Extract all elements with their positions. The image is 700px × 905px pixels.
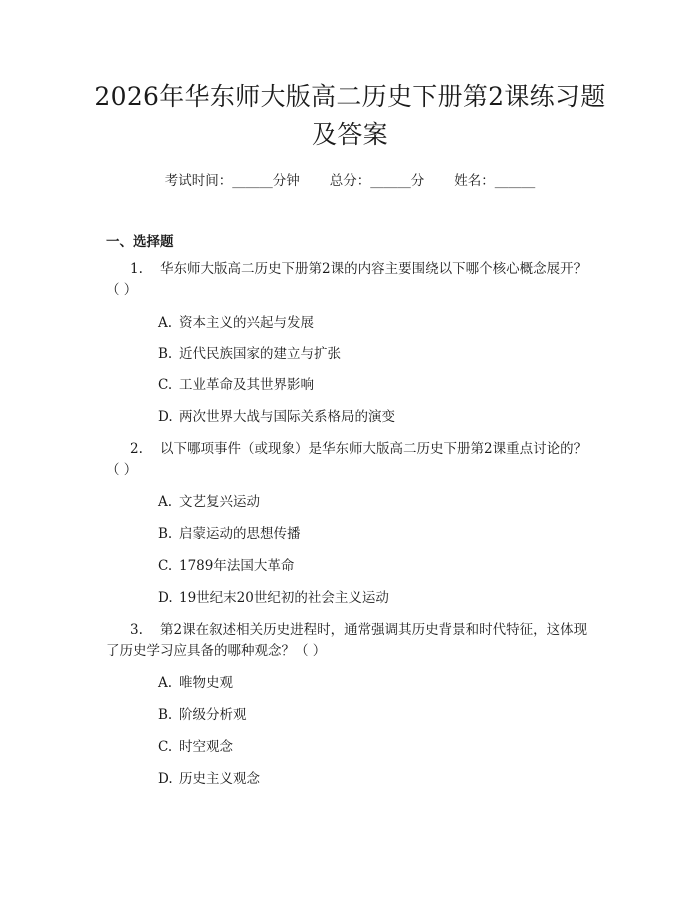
option-label: B.	[158, 526, 173, 542]
question-2-option-a	[158, 492, 260, 512]
option-text: 近代民族国家的建立与扩张	[179, 346, 341, 362]
option-text: 19世纪末20世纪初的社会主义运动	[179, 590, 389, 606]
option-label: C.	[158, 739, 173, 755]
exam-info	[0, 169, 700, 189]
option-text: 启蒙运动的思想传播	[179, 526, 301, 542]
time-label: 考试时间：	[164, 173, 233, 189]
question-number: 1.	[130, 261, 143, 277]
option-text: 文艺复兴运动	[179, 494, 260, 510]
option-label: C.	[158, 558, 173, 574]
question-number: 2.	[130, 441, 143, 457]
question-number: 3.	[130, 622, 143, 638]
score-blank: ______	[370, 173, 411, 189]
question-text: 第2课在叙述相关历史进程时，通常强调其历史背景和时代特征，这体现了历史学习应具备的哪种观念？（ ）	[106, 622, 588, 659]
question-2-option-d	[158, 588, 389, 608]
time-unit: 分钟	[272, 173, 300, 189]
option-text: 工业革命及其世界影响	[179, 377, 314, 393]
question-3-option-a	[158, 673, 233, 693]
option-text: 历史主义观念	[179, 771, 260, 787]
question-1-option-d	[158, 407, 395, 427]
option-label: B.	[158, 707, 173, 723]
option-text: 唯物史观	[179, 675, 233, 691]
option-text: 资本主义的兴起与发展	[179, 315, 314, 331]
option-label: C.	[158, 377, 173, 393]
option-text: 两次世界大战与国际关系格局的演变	[179, 409, 395, 425]
section-heading: 一、选择题	[106, 234, 174, 250]
question-1	[106, 259, 594, 301]
question-2-option-c	[158, 556, 294, 576]
question-3-option-b	[158, 705, 247, 725]
option-text: 时空观念	[179, 739, 233, 755]
name-blank: ______	[494, 173, 536, 189]
question-2	[106, 439, 594, 481]
question-1-option-c	[158, 375, 314, 395]
option-label: D.	[158, 590, 173, 606]
question-2-option-b	[158, 524, 301, 544]
question-text: 华东师大版高二历史下册第2课的内容主要围绕以下哪个核心概念展开？（ ）	[106, 261, 588, 298]
name-label: 姓名：	[454, 173, 495, 189]
option-label: A.	[158, 315, 173, 331]
question-3-option-d	[158, 769, 260, 789]
question-3	[106, 620, 594, 662]
question-3-option-c	[158, 737, 233, 757]
option-label: B.	[158, 346, 173, 362]
time-blank: ______	[232, 173, 273, 189]
option-text: 1789年法国大革命	[179, 558, 295, 574]
question-1-option-b	[158, 344, 341, 364]
option-label: D.	[158, 409, 173, 425]
score-label: 总分：	[329, 173, 371, 189]
option-text: 阶级分析观	[179, 707, 247, 723]
option-label: A.	[158, 675, 173, 691]
document-title: 2026年华东师大版高二历史下册第2课练习题及答案	[94, 82, 606, 149]
question-text: 以下哪项事件（或现象）是华东师大版高二历史下册第2课重点讨论的？（ ）	[106, 441, 588, 478]
question-1-option-a	[158, 313, 314, 333]
option-label: A.	[158, 494, 173, 510]
option-label: D.	[158, 771, 173, 787]
score-unit: 分	[410, 173, 425, 189]
